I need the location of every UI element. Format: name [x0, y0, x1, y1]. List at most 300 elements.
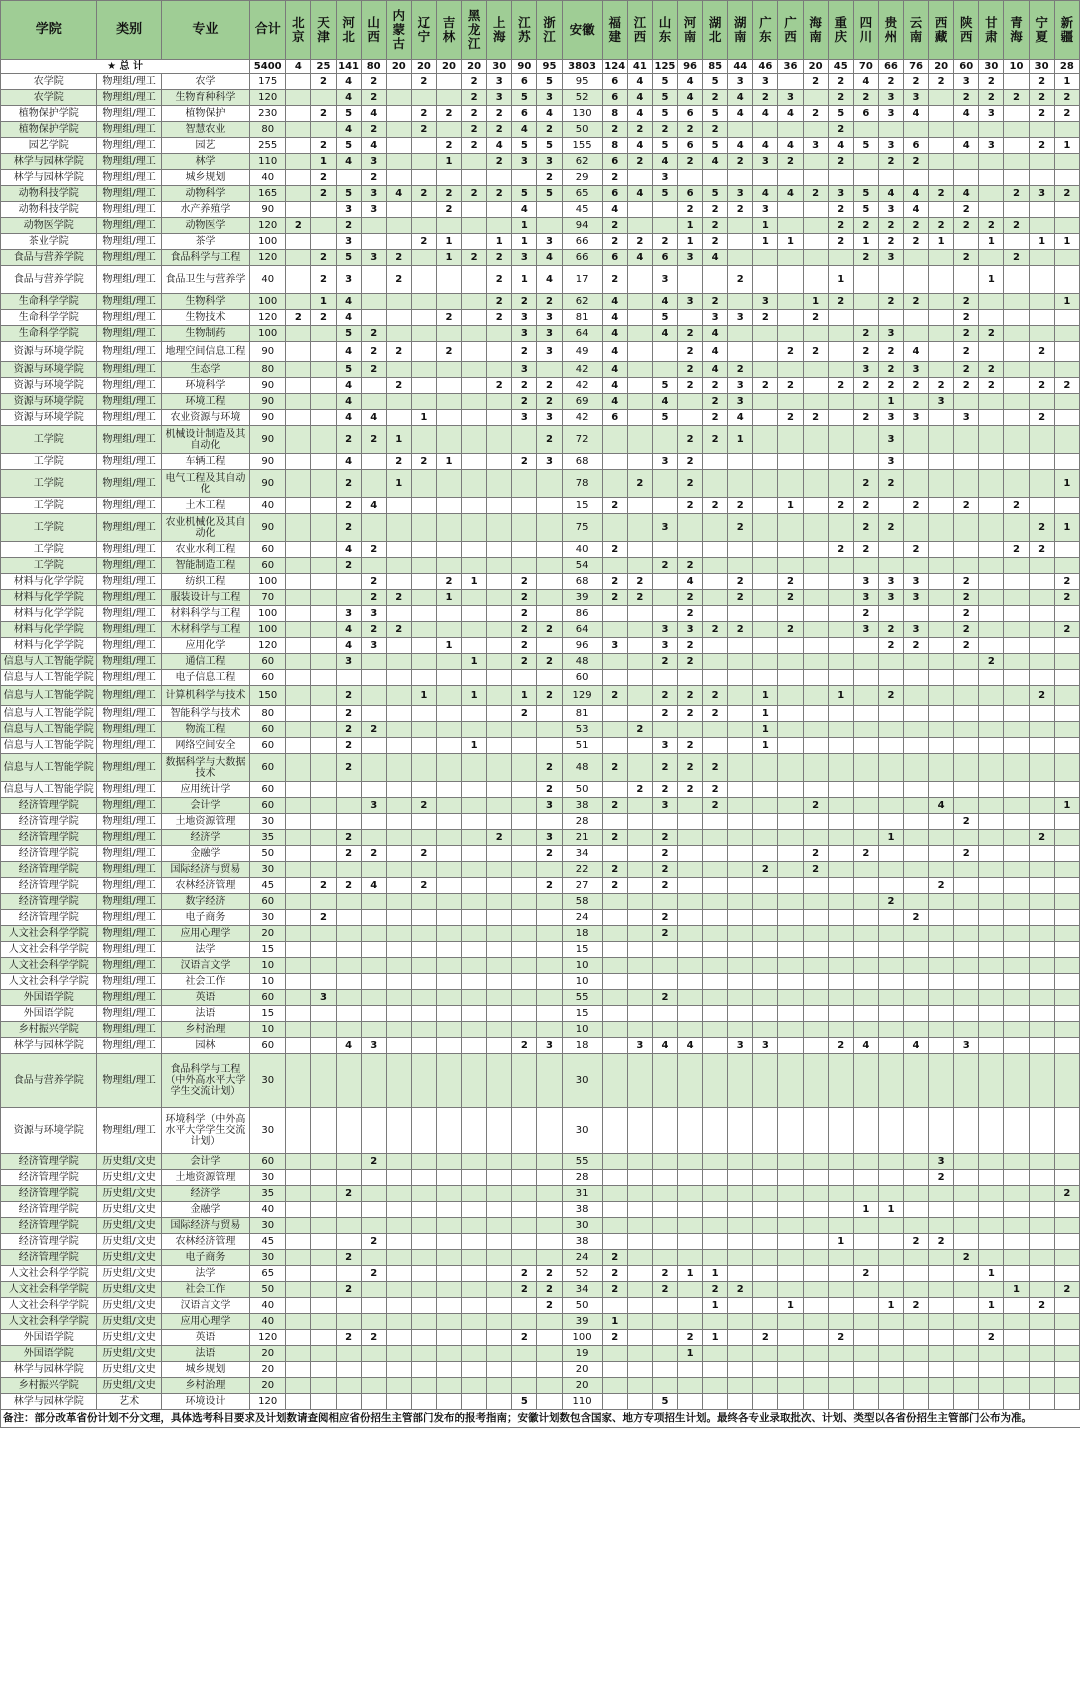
major-cell: 土木工程 [161, 498, 249, 514]
province-cell [487, 590, 512, 606]
category-cell: 物理组/理工 [97, 862, 161, 878]
province-cell [678, 170, 703, 186]
province-cell [853, 1378, 878, 1394]
province-cell: 1 [411, 686, 436, 706]
total-cell: 90 [250, 470, 286, 498]
province-cell [627, 1022, 652, 1038]
province-cell [311, 410, 336, 426]
province-cell [753, 958, 778, 974]
table-row [1, 542, 1080, 558]
province-cell: 2 [652, 990, 677, 1006]
province-cell [828, 1250, 853, 1266]
totals-province-value: 30 [487, 60, 512, 74]
province-cell [602, 654, 627, 670]
major-cell: 生物制药 [161, 326, 249, 342]
province-cell: 64 [562, 326, 602, 342]
province-cell: 4 [602, 202, 627, 218]
province-cell [678, 830, 703, 846]
province-cell: 100 [562, 1330, 602, 1346]
province-cell [652, 574, 677, 590]
province-cell [386, 1154, 411, 1170]
table-row [1, 862, 1080, 878]
province-cell: 2 [336, 754, 361, 782]
province-cell [678, 1022, 703, 1038]
province-cell [929, 426, 954, 454]
province-cell [903, 514, 928, 542]
province-cell [652, 1218, 677, 1234]
table-row [1, 1186, 1080, 1202]
table-row [1, 654, 1080, 670]
province-cell: 2 [652, 686, 677, 706]
province-cell [436, 1266, 461, 1282]
college-cell: 材料与化学学院 [1, 638, 97, 654]
province-cell [462, 310, 487, 326]
province-cell [411, 606, 436, 622]
province-cell [803, 754, 828, 782]
province-cell [512, 498, 537, 514]
province-cell [487, 1330, 512, 1346]
province-cell [1004, 590, 1029, 606]
province-cell: 2 [361, 426, 386, 454]
province-cell: 2 [411, 846, 436, 862]
province-cell [652, 814, 677, 830]
province-cell [803, 378, 828, 394]
province-cell [1029, 1330, 1054, 1346]
province-cell [878, 1266, 903, 1282]
province-cell [311, 830, 336, 846]
college-cell: 林学与园林学院 [1, 1362, 97, 1378]
province-cell [929, 1006, 954, 1022]
province-cell [436, 514, 461, 542]
province-cell: 3 [828, 186, 853, 202]
province-cell: 1 [1054, 138, 1079, 154]
province-cell [1004, 1154, 1029, 1170]
college-cell: 工学院 [1, 514, 97, 542]
province-cell: 3 [878, 410, 903, 426]
province-cell: 2 [487, 830, 512, 846]
province-cell [929, 1362, 954, 1378]
province-cell [778, 394, 803, 410]
province-cell: 5 [512, 1394, 537, 1410]
totals-province-value: 3803 [562, 60, 602, 74]
province-cell [753, 362, 778, 378]
province-cell [929, 814, 954, 830]
province-cell [286, 154, 311, 170]
major-cell: 英语 [161, 1330, 249, 1346]
major-cell: 网络空间安全 [161, 738, 249, 754]
province-cell: 3 [878, 202, 903, 218]
province-cell [462, 798, 487, 814]
province-cell [386, 202, 411, 218]
province-cell [311, 738, 336, 754]
major-cell: 地理空间信息工程 [161, 342, 249, 362]
province-cell: 2 [1029, 542, 1054, 558]
province-cell [803, 722, 828, 738]
province-cell [903, 670, 928, 686]
province-cell: 2 [828, 542, 853, 558]
province-cell [803, 738, 828, 754]
major-cell: 土地资源管理 [161, 1170, 249, 1186]
province-cell [1004, 1202, 1029, 1218]
province-cell: 2 [803, 798, 828, 814]
province-cell [753, 1266, 778, 1282]
province-cell [311, 622, 336, 638]
province-cell [602, 722, 627, 738]
province-cell: 2 [652, 926, 677, 942]
province-cell [361, 958, 386, 974]
province-cell [411, 622, 436, 638]
province-cell: 2 [1029, 830, 1054, 846]
province-cell [703, 1378, 728, 1394]
province-cell [828, 514, 853, 542]
province-cell [487, 470, 512, 498]
province-cell [728, 1330, 753, 1346]
province-cell [286, 958, 311, 974]
province-cell: 2 [602, 1250, 627, 1266]
province-cell: 4 [903, 106, 928, 122]
category-cell: 物理组/理工 [97, 470, 161, 498]
province-cell [436, 1362, 461, 1378]
college-cell: 资源与环境学院 [1, 1108, 97, 1154]
province-cell [828, 894, 853, 910]
province-cell [602, 1186, 627, 1202]
province-cell: 34 [562, 1282, 602, 1298]
province-cell [386, 846, 411, 862]
province-cell [1054, 1154, 1079, 1170]
province-cell [386, 654, 411, 670]
province-cell [828, 362, 853, 378]
province-cell [828, 1054, 853, 1108]
province-cell [878, 1314, 903, 1330]
province-cell: 3 [627, 1038, 652, 1054]
province-cell: 94 [562, 218, 602, 234]
province-cell [703, 1038, 728, 1054]
province-cell [1004, 1394, 1029, 1410]
province-cell [929, 154, 954, 170]
province-cell [929, 638, 954, 654]
province-cell: 2 [878, 342, 903, 362]
province-cell: 2 [1029, 1298, 1054, 1314]
college-cell: 生命科学学院 [1, 310, 97, 326]
college-cell: 农学院 [1, 90, 97, 106]
province-cell [311, 122, 336, 138]
province-cell [652, 958, 677, 974]
province-cell [361, 814, 386, 830]
header-province: 山西 [361, 1, 386, 60]
province-cell [878, 558, 903, 574]
province-cell [778, 170, 803, 186]
province-cell [361, 670, 386, 686]
college-cell: 园艺学院 [1, 138, 97, 154]
province-cell: 2 [361, 846, 386, 862]
province-cell: 2 [1029, 138, 1054, 154]
province-cell [1029, 202, 1054, 218]
college-cell: 林学与园林学院 [1, 154, 97, 170]
province-cell: 3 [1029, 186, 1054, 202]
province-cell [903, 1170, 928, 1186]
totals-province-value: 60 [954, 60, 979, 74]
major-cell: 乡村治理 [161, 1378, 249, 1394]
table-row [1, 138, 1080, 154]
province-cell [778, 1234, 803, 1250]
province-cell [386, 958, 411, 974]
province-cell [311, 378, 336, 394]
province-cell [436, 362, 461, 378]
province-cell [411, 1346, 436, 1362]
province-cell [828, 990, 853, 1006]
province-cell [1054, 326, 1079, 342]
province-cell: 2 [386, 266, 411, 294]
province-cell [1004, 862, 1029, 878]
province-cell: 2 [878, 294, 903, 310]
province-cell [652, 1108, 677, 1154]
table-row [1, 1378, 1080, 1394]
province-cell [361, 1186, 386, 1202]
province-cell: 3 [853, 574, 878, 590]
province-cell [803, 622, 828, 638]
province-cell: 4 [929, 798, 954, 814]
province-cell: 2 [753, 378, 778, 394]
province-cell [411, 754, 436, 782]
province-cell [954, 1298, 979, 1314]
province-cell [1054, 754, 1079, 782]
province-cell [778, 862, 803, 878]
province-cell [929, 454, 954, 470]
province-cell: 2 [678, 606, 703, 622]
province-cell [386, 138, 411, 154]
province-cell: 4 [753, 138, 778, 154]
totals-province-value: 41 [627, 60, 652, 74]
province-cell: 2 [336, 498, 361, 514]
major-cell: 材料科学与工程 [161, 606, 249, 622]
province-cell [336, 1170, 361, 1186]
province-cell [286, 1282, 311, 1298]
province-cell: 3 [878, 250, 903, 266]
college-cell: 工学院 [1, 542, 97, 558]
province-cell [1004, 234, 1029, 250]
province-cell [1054, 926, 1079, 942]
province-cell [878, 910, 903, 926]
province-cell [1054, 410, 1079, 426]
province-cell [487, 990, 512, 1006]
province-cell [753, 894, 778, 910]
college-cell: 食品与营养学院 [1, 250, 97, 266]
province-cell [652, 1330, 677, 1346]
province-cell: 31 [562, 1186, 602, 1202]
totals-province-value: 20 [803, 60, 828, 74]
province-cell: 2 [828, 1330, 853, 1346]
province-cell [336, 1394, 361, 1410]
province-cell: 3 [728, 186, 753, 202]
province-cell: 2 [602, 798, 627, 814]
province-cell [979, 846, 1004, 862]
province-cell [753, 1394, 778, 1410]
province-cell [803, 498, 828, 514]
province-cell [803, 1346, 828, 1362]
province-cell [436, 74, 461, 90]
province-cell [954, 1006, 979, 1022]
province-cell [1029, 1394, 1054, 1410]
province-cell [828, 638, 853, 654]
province-cell [954, 958, 979, 974]
province-cell [311, 514, 336, 542]
province-cell: 3 [954, 410, 979, 426]
province-cell [627, 654, 652, 670]
province-cell: 4 [903, 342, 928, 362]
province-cell [1004, 1250, 1029, 1266]
province-cell: 2 [1029, 74, 1054, 90]
total-cell: 90 [250, 454, 286, 470]
province-cell [979, 1186, 1004, 1202]
province-cell [828, 310, 853, 326]
province-cell [462, 326, 487, 342]
province-cell [462, 990, 487, 1006]
province-cell [311, 426, 336, 454]
province-cell [1004, 410, 1029, 426]
province-cell [1029, 878, 1054, 894]
college-cell: 材料与化学学院 [1, 590, 97, 606]
province-cell [803, 1330, 828, 1346]
province-cell [778, 218, 803, 234]
table-row [1, 378, 1080, 394]
province-cell: 3 [311, 990, 336, 1006]
province-cell [361, 558, 386, 574]
table-row [1, 1330, 1080, 1346]
province-cell [853, 426, 878, 454]
province-cell [778, 426, 803, 454]
province-cell: 5 [652, 138, 677, 154]
province-cell [703, 1394, 728, 1410]
total-cell: 120 [250, 250, 286, 266]
province-cell [311, 670, 336, 686]
province-cell [436, 1186, 461, 1202]
province-cell [462, 754, 487, 782]
province-cell [703, 830, 728, 846]
province-cell [878, 754, 903, 782]
province-cell [979, 574, 1004, 590]
province-cell [828, 1346, 853, 1362]
province-cell: 2 [487, 186, 512, 202]
province-cell [703, 722, 728, 738]
province-cell [537, 1202, 562, 1218]
province-cell [828, 926, 853, 942]
table-row [1, 218, 1080, 234]
province-cell [602, 846, 627, 862]
table-row [1, 454, 1080, 470]
province-cell [1004, 1038, 1029, 1054]
province-cell [979, 542, 1004, 558]
province-cell [411, 862, 436, 878]
province-cell [386, 310, 411, 326]
province-cell [778, 1362, 803, 1378]
province-cell [361, 830, 386, 846]
province-cell: 4 [652, 294, 677, 310]
province-cell: 2 [979, 362, 1004, 378]
college-cell: 工学院 [1, 470, 97, 498]
province-cell [361, 894, 386, 910]
province-cell: 3 [878, 574, 903, 590]
province-cell: 30 [562, 1108, 602, 1154]
province-cell [386, 1362, 411, 1378]
major-cell: 金融学 [161, 846, 249, 862]
province-cell [853, 1314, 878, 1330]
province-cell [803, 362, 828, 378]
province-cell [512, 470, 537, 498]
province-cell: 3 [512, 326, 537, 342]
college-cell: 茶业学院 [1, 234, 97, 250]
province-cell [903, 654, 928, 670]
province-cell: 2 [728, 498, 753, 514]
province-cell [1004, 1330, 1029, 1346]
province-cell: 3 [602, 638, 627, 654]
province-cell [1054, 670, 1079, 686]
province-cell [411, 1154, 436, 1170]
totals-province-value: 76 [903, 60, 928, 74]
province-cell [853, 878, 878, 894]
province-cell [828, 722, 853, 738]
province-cell: 2 [361, 722, 386, 738]
total-cell: 60 [250, 738, 286, 754]
college-cell: 人文社会科学学院 [1, 1314, 97, 1330]
province-cell: 4 [602, 326, 627, 342]
province-cell: 2 [703, 294, 728, 310]
province-cell: 4 [336, 1038, 361, 1054]
province-cell: 2 [903, 1298, 928, 1314]
province-cell: 5 [652, 106, 677, 122]
province-cell: 4 [602, 362, 627, 378]
province-cell [929, 250, 954, 266]
province-cell [1004, 574, 1029, 590]
province-cell [954, 1282, 979, 1298]
province-cell [803, 1022, 828, 1038]
province-cell: 3 [703, 310, 728, 326]
province-cell: 3 [753, 294, 778, 310]
province-cell: 2 [537, 378, 562, 394]
province-cell [803, 1282, 828, 1298]
province-cell: 6 [602, 410, 627, 426]
province-cell [627, 1330, 652, 1346]
province-cell: 3 [652, 514, 677, 542]
totals-row [1, 60, 1080, 74]
province-cell [627, 326, 652, 342]
province-cell [411, 498, 436, 514]
province-cell [1029, 942, 1054, 958]
province-cell [627, 862, 652, 878]
major-cell: 植物保护 [161, 106, 249, 122]
province-cell [1054, 1346, 1079, 1362]
province-cell [627, 170, 652, 186]
province-cell: 39 [562, 590, 602, 606]
province-cell: 2 [386, 622, 411, 638]
province-cell: 2 [436, 574, 461, 590]
province-cell [778, 1202, 803, 1218]
header-province: 吉林 [436, 1, 461, 60]
province-cell [929, 90, 954, 106]
province-cell [487, 606, 512, 622]
province-cell [411, 310, 436, 326]
province-cell: 2 [979, 74, 1004, 90]
province-cell [1054, 862, 1079, 878]
province-cell [336, 1154, 361, 1170]
college-cell: 经济管理学院 [1, 1250, 97, 1266]
province-cell [1029, 218, 1054, 234]
province-cell [979, 122, 1004, 138]
province-cell [386, 558, 411, 574]
province-cell [1054, 706, 1079, 722]
category-cell: 物理组/理工 [97, 654, 161, 670]
province-cell: 2 [803, 342, 828, 362]
province-cell [728, 234, 753, 250]
